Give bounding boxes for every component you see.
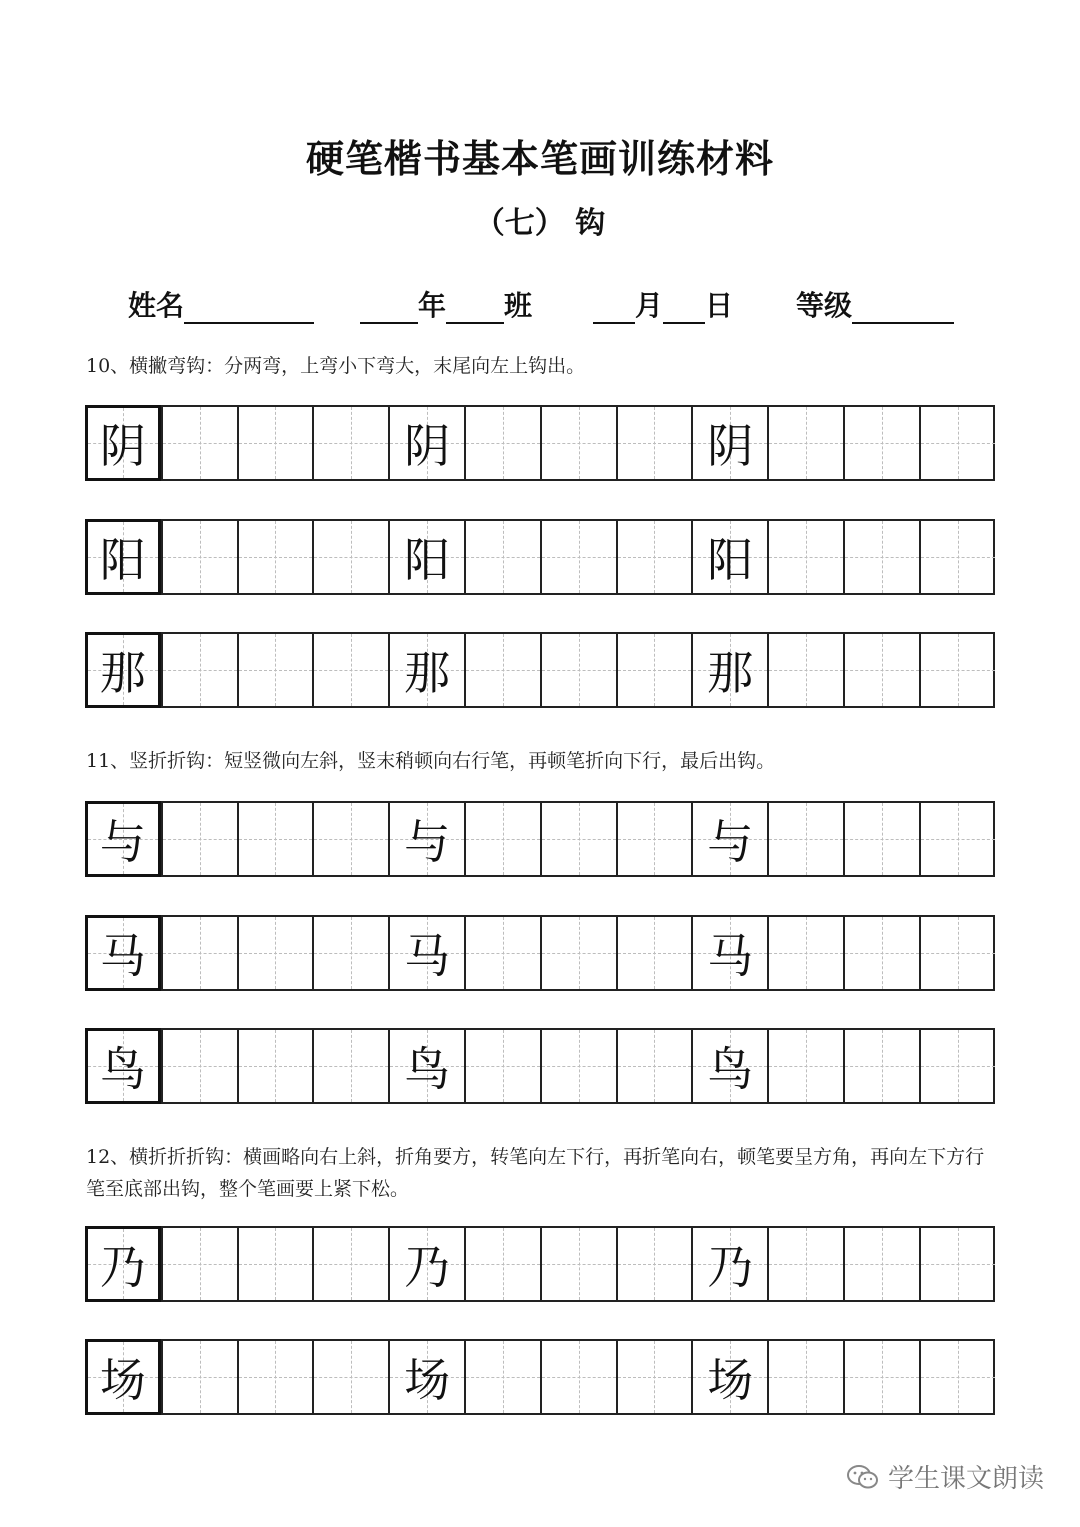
empty-writing-cell[interactable] [312,1341,388,1413]
empty-writing-cell[interactable] [919,634,995,706]
empty-writing-cell[interactable] [843,803,919,875]
empty-writing-cell[interactable] [237,521,313,593]
day-label: 日 [705,289,734,322]
guide-character-cell[interactable] [388,917,464,989]
empty-writing-cell[interactable] [464,803,540,875]
guide-character-cell[interactable] [388,521,464,593]
worksheet-title: 硬笔楷书基本笔画训练材料 [305,136,774,181]
class-label: 班 [504,289,533,322]
guide-character-cell[interactable] [388,1228,464,1300]
empty-writing-cell[interactable] [767,1341,843,1413]
practice-character: 那 [99,646,146,700]
model-character-cell[interactable] [85,1339,161,1415]
model-character-cell[interactable] [85,801,161,877]
practice-character: 马 [404,929,451,983]
empty-writing-cell[interactable] [919,1030,995,1102]
guide-character-cell[interactable] [388,803,464,875]
name-label: 姓名 [128,289,185,322]
practice-character: 马 [707,929,754,983]
level-field[interactable] [796,284,954,324]
empty-writing-cell[interactable] [919,521,995,593]
practice-grid-row [85,1028,995,1104]
practice-character: 鸟 [404,1042,451,1096]
practice-character: 那 [404,646,451,700]
guide-character-cell[interactable] [691,521,767,593]
model-character-cell[interactable] [85,632,161,708]
model-character-cell[interactable] [85,1226,161,1302]
empty-writing-cell[interactable] [616,1030,692,1102]
empty-writing-cell[interactable] [843,1228,919,1300]
model-character-cell[interactable] [85,519,161,595]
guide-character-cell[interactable] [691,1030,767,1102]
empty-writing-cell[interactable] [312,407,388,479]
practice-character: 阴 [404,419,451,473]
guide-character-cell[interactable] [691,803,767,875]
empty-writing-cell[interactable] [161,1341,237,1413]
empty-writing-cell[interactable] [616,407,692,479]
guide-character-cell[interactable] [388,634,464,706]
guide-character-cell[interactable] [691,634,767,706]
empty-writing-cell[interactable] [843,917,919,989]
guide-character-cell[interactable] [691,1228,767,1300]
month-label: 月 [635,289,664,322]
empty-writing-cell[interactable] [540,917,616,989]
practice-grid-row [85,519,995,595]
practice-character: 乃 [707,1240,754,1294]
practice-grid-row [85,1339,995,1415]
watermark-text: 学生课文朗读 [887,1464,1044,1494]
guide-character-cell[interactable] [388,407,464,479]
practice-character: 场 [707,1353,754,1407]
empty-writing-cell[interactable] [616,1228,692,1300]
practice-character: 阳 [707,533,754,587]
empty-writing-cell[interactable] [312,521,388,593]
practice-grid-row [85,915,995,991]
empty-writing-cell[interactable] [616,521,692,593]
name-field[interactable] [128,284,314,324]
level-blank[interactable] [852,292,954,324]
practice-character: 鸟 [707,1042,754,1096]
empty-writing-cell[interactable] [464,521,540,593]
empty-writing-cell[interactable] [616,634,692,706]
empty-writing-cell[interactable] [161,803,237,875]
practice-grid-row [85,405,995,481]
practice-character: 鸟 [99,1042,146,1096]
empty-writing-cell[interactable] [616,1341,692,1413]
empty-writing-cell[interactable] [843,407,919,479]
empty-writing-cell[interactable] [767,521,843,593]
empty-writing-cell[interactable] [767,634,843,706]
empty-writing-cell[interactable] [919,917,995,989]
empty-writing-cell[interactable] [919,803,995,875]
day-blank[interactable] [663,292,705,324]
empty-writing-cell[interactable] [312,634,388,706]
empty-writing-cell[interactable] [540,521,616,593]
guide-character-cell[interactable] [691,407,767,479]
worksheet-subtitle: （七） 钩 [474,206,606,241]
practice-character: 场 [99,1353,146,1407]
practice-character: 乃 [99,1240,146,1294]
empty-writing-cell[interactable] [767,1228,843,1300]
practice-character: 阴 [99,419,146,473]
empty-writing-cell[interactable] [843,1030,919,1102]
empty-writing-cell[interactable] [161,1228,237,1300]
empty-writing-cell[interactable] [237,803,313,875]
empty-writing-cell[interactable] [464,407,540,479]
empty-writing-cell[interactable] [767,803,843,875]
practice-character: 场 [404,1353,451,1407]
empty-writing-cell[interactable] [237,1341,313,1413]
grade-blank[interactable] [360,292,418,324]
empty-writing-cell[interactable] [843,634,919,706]
empty-writing-cell[interactable] [919,1228,995,1300]
practice-character: 与 [99,815,146,869]
practice-character: 阳 [99,533,146,587]
empty-writing-cell[interactable] [464,634,540,706]
empty-writing-cell[interactable] [616,917,692,989]
empty-writing-cell[interactable] [464,1228,540,1300]
empty-writing-cell[interactable] [540,1030,616,1102]
empty-writing-cell[interactable] [312,1030,388,1102]
model-character-cell[interactable] [85,1028,161,1104]
empty-writing-cell[interactable] [312,917,388,989]
empty-writing-cell[interactable] [161,917,237,989]
empty-writing-cell[interactable] [540,634,616,706]
practice-character: 与 [404,815,451,869]
empty-writing-cell[interactable] [161,1030,237,1102]
empty-writing-cell[interactable] [312,803,388,875]
grade-field[interactable] [360,284,532,324]
empty-writing-cell[interactable] [237,1228,313,1300]
empty-writing-cell[interactable] [237,407,313,479]
empty-writing-cell[interactable] [540,1341,616,1413]
date-field[interactable] [593,284,733,324]
empty-writing-cell[interactable] [767,1030,843,1102]
stroke-description: 10、横撇弯钩：分两弯，上弯小下弯大，末尾向左上钩出。 [86,355,586,377]
month-blank[interactable] [593,292,635,324]
wechat-icon [846,1464,880,1490]
guide-character-cell[interactable] [388,1030,464,1102]
empty-writing-cell[interactable] [843,521,919,593]
empty-writing-cell[interactable] [464,1341,540,1413]
practice-character: 与 [707,815,754,869]
empty-writing-cell[interactable] [237,917,313,989]
class-blank[interactable] [446,292,504,324]
empty-writing-cell[interactable] [161,407,237,479]
grade-label: 年 [418,289,447,322]
practice-character: 马 [99,929,146,983]
empty-writing-cell[interactable] [161,634,237,706]
empty-writing-cell[interactable] [616,803,692,875]
empty-writing-cell[interactable] [237,634,313,706]
empty-writing-cell[interactable] [464,917,540,989]
empty-writing-cell[interactable] [843,1341,919,1413]
practice-character: 阳 [404,533,451,587]
stroke-description: 11、竖折折钩：短竖微向左斜，竖末稍顿向右行笔，再顿笔折向下行，最后出钩。 [86,750,776,772]
model-character-cell[interactable] [85,405,161,481]
guide-character-cell[interactable] [691,1341,767,1413]
empty-writing-cell[interactable] [919,1341,995,1413]
watermark [846,1458,1044,1495]
empty-writing-cell[interactable] [312,1228,388,1300]
model-character-cell[interactable] [85,915,161,991]
empty-writing-cell[interactable] [161,521,237,593]
guide-character-cell[interactable] [691,917,767,989]
practice-grid-row [85,632,995,708]
practice-grid-row [85,1226,995,1302]
guide-character-cell[interactable] [388,1341,464,1413]
practice-character: 乃 [404,1240,451,1294]
empty-writing-cell[interactable] [767,917,843,989]
empty-writing-cell[interactable] [540,407,616,479]
empty-writing-cell[interactable] [767,407,843,479]
empty-writing-cell[interactable] [464,1030,540,1102]
empty-writing-cell[interactable] [540,803,616,875]
name-blank[interactable] [184,292,314,324]
practice-character: 阴 [707,419,754,473]
empty-writing-cell[interactable] [919,407,995,479]
stroke-description: 12、横折折折钩：横画略向右上斜，折角要方，转笔向左下行，再折笔向右，顿笔要呈方角，再向左下方行笔至底部出钩，整个笔画要上紧下松。 [86,1146,985,1200]
empty-writing-cell[interactable] [540,1228,616,1300]
level-label: 等级 [796,289,853,322]
practice-character: 那 [707,646,754,700]
empty-writing-cell[interactable] [237,1030,313,1102]
practice-grid-row [85,801,995,877]
